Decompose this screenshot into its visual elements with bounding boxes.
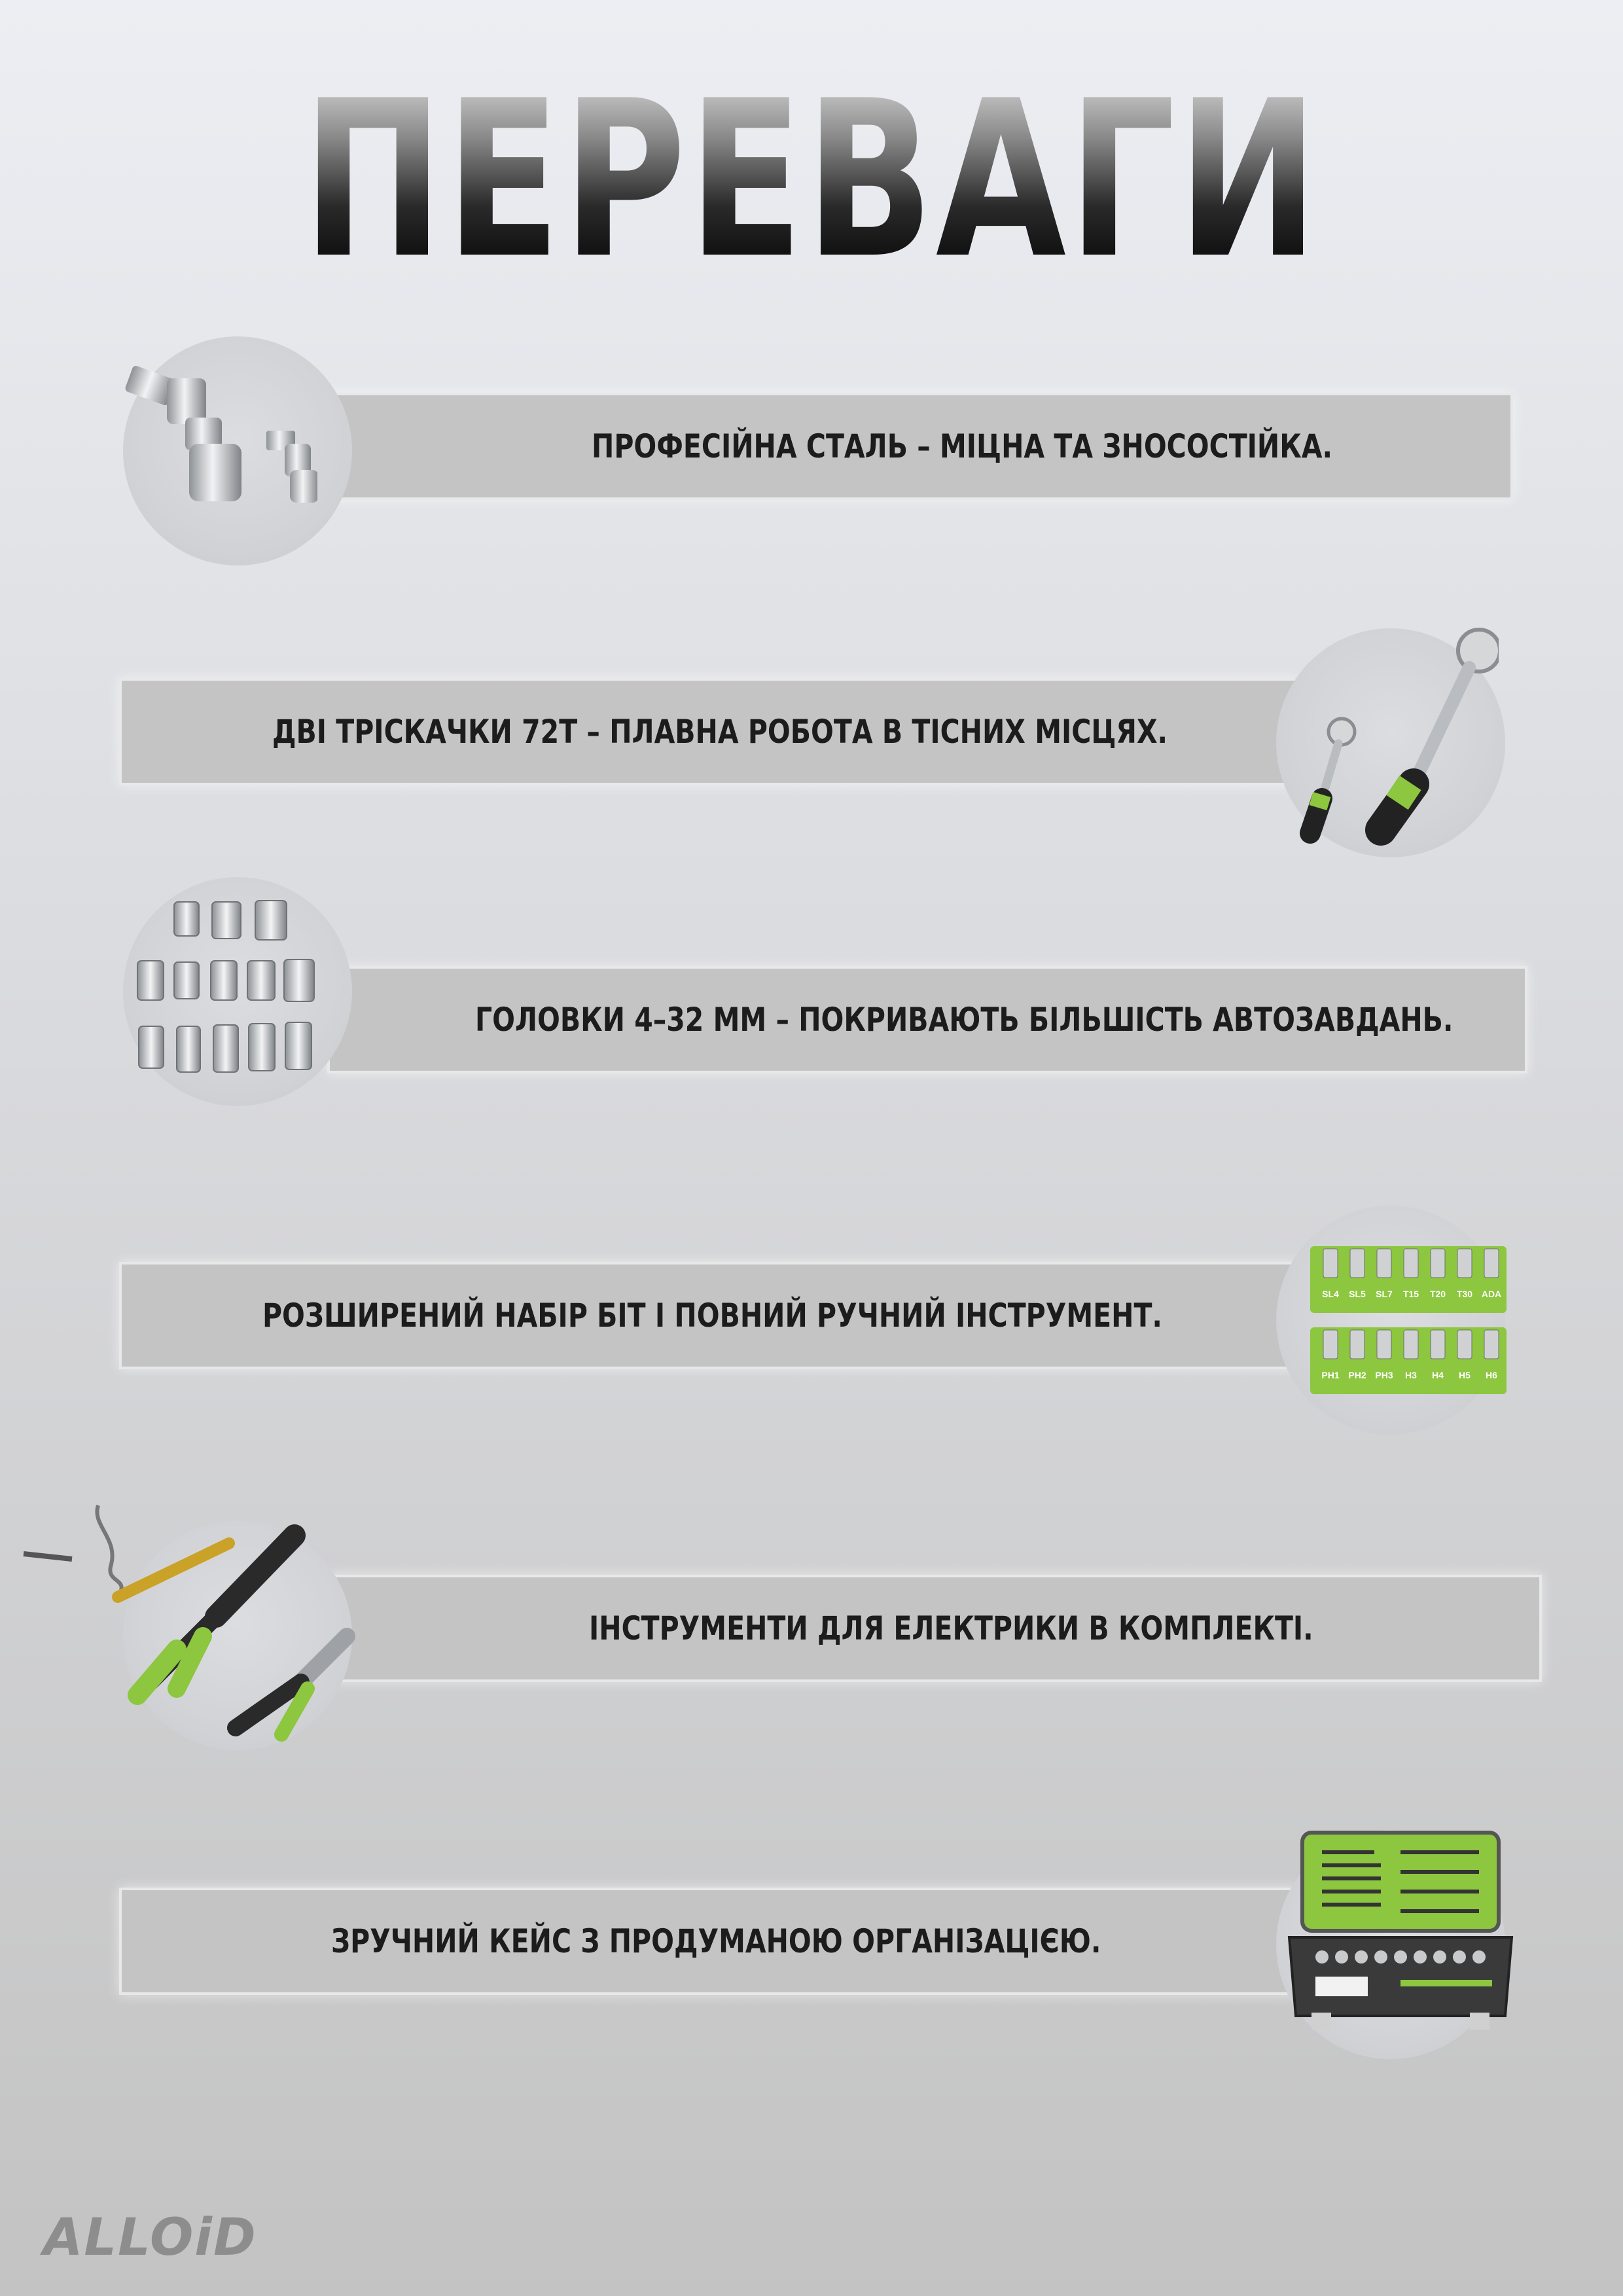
- universal-joint-icon: [121, 359, 317, 516]
- bit-label: SL4: [1322, 1289, 1339, 1299]
- bit-label: T15: [1402, 1289, 1419, 1299]
- feature-band-3: [327, 966, 1527, 1073]
- feature-band-2: [119, 678, 1297, 785]
- bit-sl4: [1323, 1249, 1338, 1278]
- bit-label: T20: [1429, 1289, 1446, 1299]
- ratchet-icon: [1283, 627, 1499, 856]
- bit-t15: [1404, 1249, 1418, 1278]
- feature-text-2: ДВІ ТРІСКАЧКИ 72Т – ПЛАВНА РОБОТА В ТІСНИХ МІСЦЯХ.: [272, 713, 1168, 751]
- feature-text-1: ПРОФЕСІЙНА СТАЛЬ – МІЦНА ТА ЗНОСОСТІЙКА.: [592, 427, 1333, 465]
- bit-h4: [1431, 1330, 1445, 1359]
- bit-label: SL7: [1376, 1289, 1393, 1299]
- toolcase-icon: [1283, 1826, 1518, 2036]
- bit-label: H6: [1486, 1370, 1497, 1380]
- bit-sl5: [1350, 1249, 1364, 1278]
- feature-band-1: [327, 393, 1513, 500]
- bit-label: SL5: [1349, 1289, 1366, 1299]
- socket-set-icon: [131, 897, 340, 1086]
- feature-band-4: [119, 1262, 1297, 1369]
- feature-band-6: [119, 1888, 1297, 1995]
- bit-label: H4: [1432, 1370, 1444, 1380]
- feature-text-6: ЗРУЧНИЙ КЕЙС З ПРОДУМАНОЮ ОРГАНІЗАЦІЄЮ.: [331, 1922, 1101, 1960]
- bit-t30: [1457, 1249, 1472, 1278]
- bit-label: H3: [1405, 1370, 1417, 1380]
- bit-label: T30: [1456, 1289, 1473, 1299]
- bit-label: PH3: [1375, 1370, 1393, 1380]
- bit-ph1: [1323, 1330, 1338, 1359]
- feature-text-4: РОЗШИРЕНИЙ НАБІР БІТ І ПОВНИЙ РУЧНИЙ ІНСТРУМЕНТ.: [262, 1297, 1163, 1335]
- bit-label: H5: [1459, 1370, 1471, 1380]
- bit-t20: [1431, 1249, 1445, 1278]
- bit-label: PH1: [1321, 1370, 1340, 1380]
- pliers-icon: [20, 1486, 360, 1748]
- bit-h3: [1404, 1330, 1418, 1359]
- bit-label: ADA: [1481, 1289, 1502, 1299]
- bit-sl7: [1377, 1249, 1391, 1278]
- bit-h5: [1457, 1330, 1472, 1359]
- feature-text-5: ІНСТРУМЕНТИ ДЛЯ ЕЛЕКТРИКИ В КОМПЛЕКТІ.: [589, 1609, 1313, 1647]
- bit-h6: [1484, 1330, 1499, 1359]
- bit-ph2: [1350, 1330, 1364, 1359]
- bit-ph3: [1377, 1330, 1391, 1359]
- bit-ada: [1484, 1249, 1499, 1278]
- bit-label: PH2: [1348, 1370, 1366, 1380]
- bit-set-icon: [1310, 1242, 1507, 1399]
- page-title: ПЕРЕВАГИ: [179, 72, 1444, 288]
- feature-text-3: ГОЛОВКИ 4–32 ММ – ПОКРИВАЮТЬ БІЛЬШІСТЬ АВТОЗАВДАНЬ.: [475, 1001, 1454, 1039]
- brand-logo: ALLOiD: [43, 2208, 257, 2267]
- feature-band-5: [327, 1575, 1542, 1682]
